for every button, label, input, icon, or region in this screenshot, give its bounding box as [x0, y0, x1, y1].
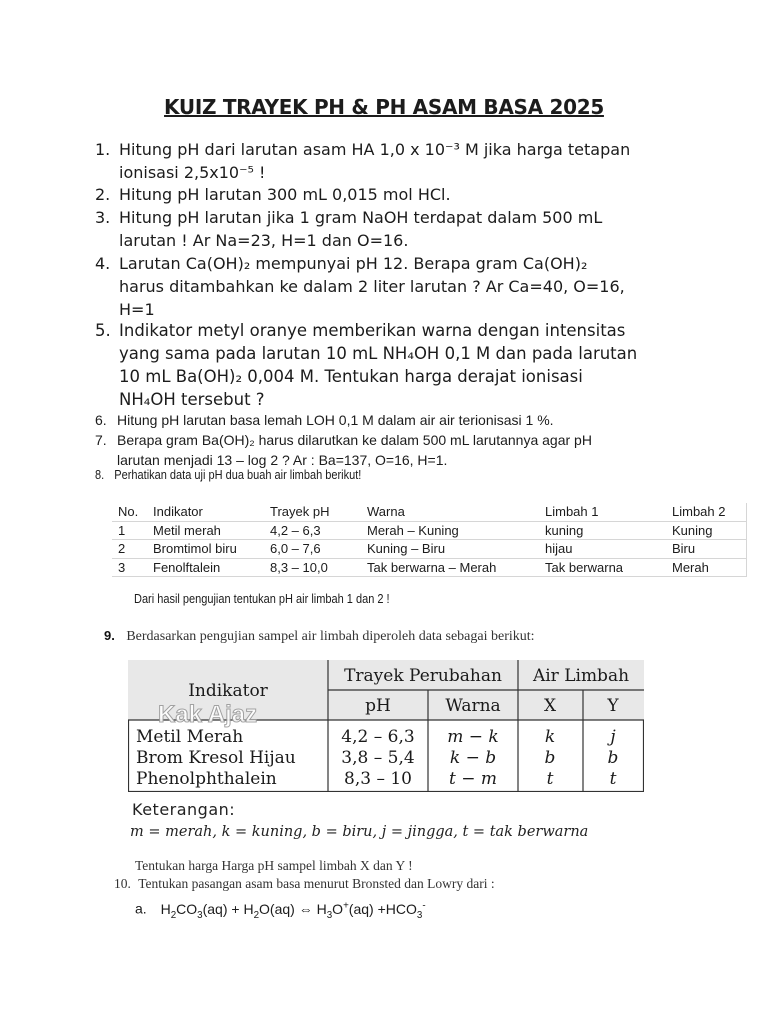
table-row	[112, 558, 747, 577]
table-cell: hijau	[539, 540, 666, 559]
question-text: Tentukan pasangan asam basa menurut Bronsted dan Lowry dari :	[138, 876, 495, 891]
question-10	[114, 876, 495, 892]
question-text: Berdasarkan pengujian sampel air limbah diperoleh data sebagai berikut:	[126, 629, 535, 644]
table-cell: Merah – Kuning	[361, 521, 539, 540]
table-cell: 3	[112, 558, 147, 577]
table-row	[112, 540, 747, 559]
question-number: 2.	[95, 185, 111, 204]
question-1	[95, 138, 755, 184]
table-header-cell: No.	[112, 503, 147, 521]
q8-followup: Dari hasil pengujian tentukan pH air limbah 1 dan 2 !	[134, 592, 390, 606]
row-x-value: b	[544, 748, 556, 768]
row-indicator-name: Phenolphthalein	[136, 769, 277, 789]
item-label: a.	[135, 900, 147, 917]
question-7	[95, 430, 755, 472]
subheader-y: Y	[607, 696, 619, 716]
table-cell: Tak berwarna – Merah	[361, 558, 539, 577]
question-number: 3.	[95, 208, 111, 227]
table-cell: Tak berwarna	[539, 558, 666, 577]
table-header-cell: Indikator	[147, 503, 264, 521]
header-indikator: Indikator	[188, 681, 268, 701]
question-8	[95, 468, 361, 482]
question-text: ionisasi 2,5x10⁻⁵ !	[119, 163, 266, 182]
table-cell: kuning	[539, 521, 666, 540]
keterangan-text: m = merah, k = kuning, b = biru, j = jingga, t = tak berwarna	[130, 824, 589, 840]
keterangan-title: Keterangan:	[132, 800, 236, 819]
table-header-cell: Limbah 2	[666, 503, 747, 521]
question-number: 5.	[95, 321, 111, 340]
table-header-cell: Warna	[361, 503, 539, 521]
question-text: Hitung pH dari larutan asam HA 1,0 x 10⁻³ M jika harga tetapan	[119, 140, 631, 159]
table-cell: Bromtimol biru	[147, 540, 264, 559]
question-number: 7.	[95, 432, 107, 448]
question-text: larutan menjadi 13 – log 2 ? Ar : Ba=137, O=16, H=1.	[117, 452, 448, 468]
question-text: Hitung pH larutan basa lemah LOH 0,1 M dalam air air terionisasi 1 %.	[117, 412, 554, 428]
question-2	[95, 183, 755, 206]
question-number: 9.	[104, 628, 115, 643]
question-number: 8.	[95, 468, 105, 482]
q8-table	[112, 503, 747, 577]
question-text: Hitung pH larutan 300 mL 0,015 mol HCl.	[119, 185, 451, 204]
equation-item	[135, 900, 426, 920]
table-cell: Metil merah	[147, 521, 264, 540]
row-y-value: j	[610, 727, 616, 747]
header-trayek: Trayek Perubahan	[344, 666, 502, 686]
row-color-change: k − b	[449, 748, 497, 768]
table-cell: Kuning	[666, 521, 747, 540]
chemical-equation: $H_2CO_3(aq) + H_2O(aq)$ ⇔ $H_3O^+(aq) +HCO_3^-$	[160, 900, 426, 921]
row-color-change: t − m	[448, 769, 498, 789]
row-ph-range: 8,3 – 10	[344, 769, 412, 789]
table-cell: Merah	[666, 558, 747, 577]
table-cell: Biru	[666, 540, 747, 559]
table-cell: 4,2 – 6,3	[264, 521, 361, 540]
table-cell: 1	[112, 521, 147, 540]
question-text: NH₄OH tersebut ?	[119, 390, 265, 409]
question-number: 4.	[95, 254, 111, 273]
question-text: Hitung pH larutan jika 1 gram NaOH terdapat dalam 500 mL	[119, 208, 603, 227]
row-indicator-name: Metil Merah	[136, 727, 244, 747]
row-y-value: t	[609, 769, 617, 789]
table-cell: 2	[112, 540, 147, 559]
question-number: 1.	[95, 140, 111, 159]
row-x-value: t	[546, 769, 554, 789]
question-text: H=1	[119, 300, 155, 319]
question-text: Indikator metyl oranye memberikan warna dengan intensitas	[119, 321, 626, 340]
table-header-cell: Limbah 1	[539, 503, 666, 521]
table-cell: 8,3 – 10,0	[264, 558, 361, 577]
subheader-warna: Warna	[445, 696, 501, 716]
row-ph-range: 4,2 – 6,3	[341, 727, 415, 747]
question-text: Berapa gram Ba(OH)₂ harus dilarutkan ke dalam 500 mL larutannya agar pH	[117, 432, 592, 448]
table-cell: 6,0 – 7,6	[264, 540, 361, 559]
question-6	[95, 410, 755, 431]
table-cell: Fenolftalein	[147, 558, 264, 577]
question-3	[95, 206, 755, 252]
question-9	[104, 628, 535, 645]
question-text: Larutan Ca(OH)₂ mempunyai pH 12. Berapa gram Ca(OH)₂	[119, 254, 588, 273]
question-number: 6.	[95, 412, 107, 428]
header-air-limbah: Air Limbah	[532, 666, 630, 686]
row-indicator-name: Brom Kresol Hijau	[136, 748, 296, 768]
table-row	[112, 521, 747, 540]
question-4	[95, 252, 755, 321]
table-cell: Kuning – Biru	[361, 540, 539, 559]
row-x-value: k	[544, 727, 556, 747]
table-header-row	[112, 503, 747, 521]
subheader-x: X	[543, 696, 557, 716]
q9-followup: Tentukan harga Harga pH sampel limbah X dan Y !	[135, 858, 413, 873]
page-title: KUIZ TRAYEK PH & PH ASAM BASA 2025	[164, 95, 604, 119]
row-ph-range: 3,8 – 5,4	[341, 748, 415, 768]
indicator-table-figure	[128, 660, 644, 792]
question-text: yang sama pada larutan 10 mL NH₄OH 0,1 M dan pada larutan	[119, 344, 638, 363]
question-text: Perhatikan data uji pH dua buah air limbah berikut!	[114, 468, 362, 482]
subheader-ph: pH	[365, 696, 391, 716]
question-text: larutan ! Ar Na=23, H=1 dan O=16.	[119, 231, 409, 250]
table-header-cell: Trayek pH	[264, 503, 361, 521]
question-5	[95, 319, 755, 411]
row-color-change: m − k	[447, 727, 499, 747]
row-y-value: b	[607, 748, 619, 768]
question-number: 10.	[114, 876, 131, 891]
question-text: harus ditambahkan ke dalam 2 liter larutan ? Ar Ca=40, O=16,	[119, 277, 625, 296]
question-text: 10 mL Ba(OH)₂ 0,004 M. Tentukan harga derajat ionisasi	[119, 367, 583, 386]
watermark: Kak Ajaz	[158, 701, 258, 728]
